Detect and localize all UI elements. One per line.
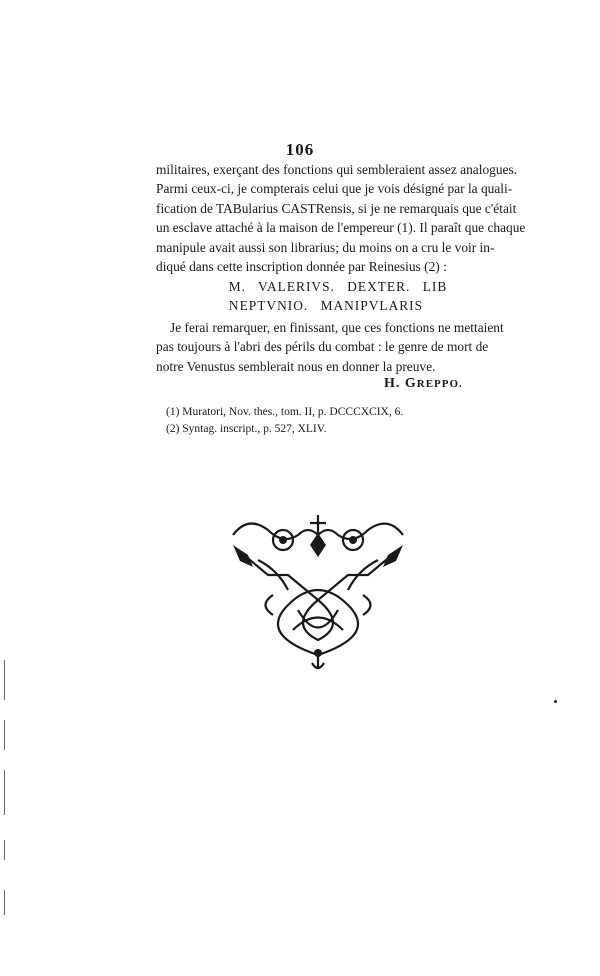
- author-signature: H. GREPPO.: [384, 376, 463, 391]
- text-line: fication de TABularius CASTRensis, si je ne remarquais que c'était: [156, 200, 517, 216]
- text-line: pas toujours à l'abri des périls du combat : le genre de mort de: [156, 339, 489, 355]
- text-line: Parmi ceux-ci, je compterais celui que je vois désigné par la quali-: [156, 181, 513, 197]
- paragraph-2: [156, 318, 504, 376]
- footnote: (1) Muratori, Nov. thes., tom. II, p. DCCCXCIX, 6.: [166, 406, 404, 418]
- footnotes: [166, 404, 403, 438]
- margin-marks: [4, 660, 6, 920]
- page-number: 106: [285, 140, 315, 159]
- decorative-ornament-icon: [228, 505, 408, 675]
- text-line: notre Venustus semblerait nous en donner la preuve.: [156, 358, 436, 374]
- text-line: diqué dans cette inscription donnée par Reinesius (2) :: [156, 259, 447, 275]
- text-line: manipule avait aussi son librarius; du moins on a cru le voir in-: [156, 239, 495, 255]
- inscription-line-1: M. VALERIVS. DEXTER. LIB: [228, 279, 448, 294]
- text-line: militaires, exerçant des fonctions qui sembleraient assez analogues.: [156, 162, 518, 177]
- inscription-line-2: NEPTVNIO. MANIPVLARIS: [228, 298, 424, 313]
- text-line: Je ferai remarquer, en finissant, que ces fonctions ne mettaient: [170, 320, 504, 335]
- paragraph-1: [156, 160, 526, 276]
- footnote: (2) Syntag. inscript., p. 527, XLIV.: [166, 423, 327, 435]
- text-line: un esclave attaché à la maison de l'empereur (1). Il paraît que chaque: [156, 220, 526, 236]
- page-speck: [554, 700, 557, 703]
